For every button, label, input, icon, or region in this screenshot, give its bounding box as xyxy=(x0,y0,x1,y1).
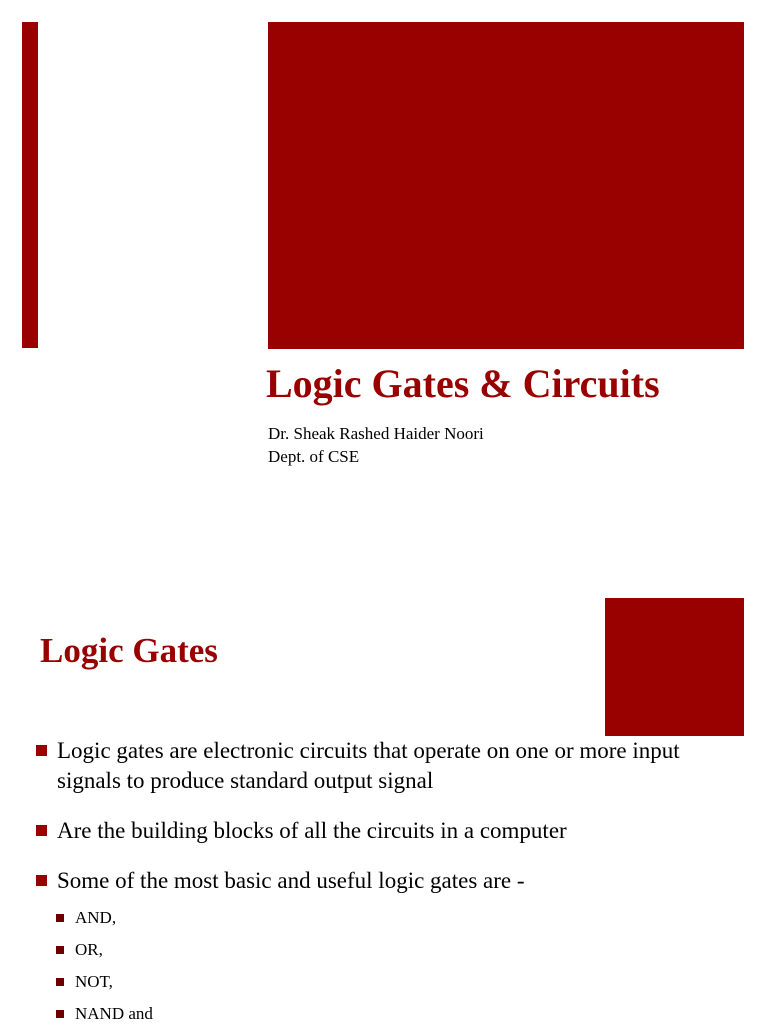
sub-bullet-item xyxy=(34,998,734,1030)
bullet-marker-icon xyxy=(36,875,47,886)
bullet-text: Some of the most basic and useful logic gates are - xyxy=(57,868,525,893)
accent-corner-block xyxy=(605,598,744,736)
sub-bullet-marker-icon xyxy=(56,978,64,986)
sub-bullet-marker-icon xyxy=(56,914,64,922)
sub-bullet-text: NAND and xyxy=(75,1004,153,1023)
bullet-marker-icon xyxy=(36,825,47,836)
bullet-item xyxy=(34,866,734,896)
accent-block xyxy=(268,22,744,349)
bullet-text: Logic gates are electronic circuits that operate on one or more input signals to produce standard output signal xyxy=(57,738,680,793)
author-info xyxy=(268,423,484,469)
sub-bullet-text: NOT, xyxy=(75,972,113,991)
sub-bullet-item xyxy=(34,902,734,934)
sub-bullet-item xyxy=(34,966,734,998)
author-dept: Dept. of CSE xyxy=(268,446,360,466)
bullet-item xyxy=(34,736,734,796)
author-name: Dr. Sheak Rashed Haider Noori xyxy=(268,424,484,443)
sub-bullet-marker-icon xyxy=(56,1010,64,1018)
bullet-text: Are the building blocks of all the circuits in a computer xyxy=(57,818,567,843)
bullet-list xyxy=(34,736,734,1030)
sub-bullet-item xyxy=(34,934,734,966)
slide-title: Logic Gates & Circuits xyxy=(266,361,660,406)
accent-bar xyxy=(22,22,38,348)
sub-bullet-text: OR, xyxy=(75,940,103,959)
sub-bullet-text: AND, xyxy=(75,908,117,927)
sub-bullet-marker-icon xyxy=(56,946,64,954)
slide-heading: Logic Gates xyxy=(40,631,218,670)
bullet-item xyxy=(34,816,734,846)
sub-bullet-list xyxy=(34,902,734,1030)
content-slide xyxy=(0,560,768,1024)
bullet-marker-icon xyxy=(36,745,47,756)
